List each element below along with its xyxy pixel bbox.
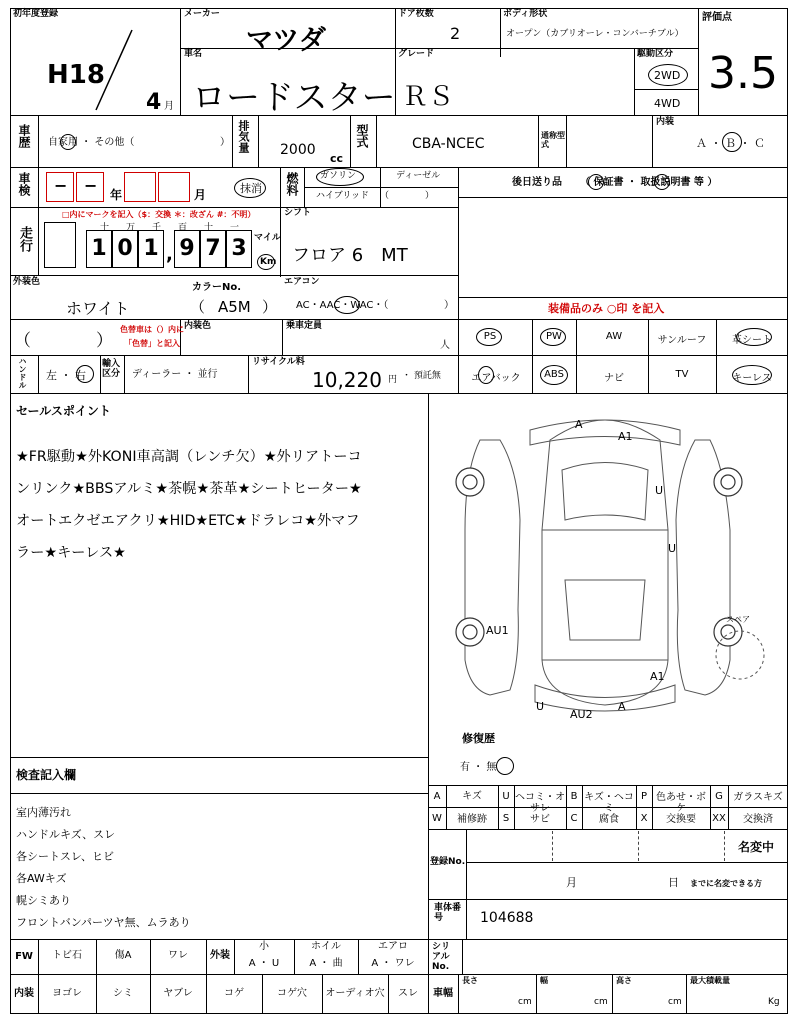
height-label: 高さ [616,976,632,985]
mileage-label: 走行 [17,226,32,252]
legend-code-w: W [432,813,442,824]
legend-code-c: C [570,813,578,824]
mileage-header-3: 千 [152,223,162,233]
exterior-label: 外装 [210,950,230,961]
sales-points-line-1: ★FR駆動★外KONI車高調（レンチ欠）★外リアトーコ [16,449,362,465]
color-change-note-1: 色替車は（）内に [120,325,184,334]
fw-item-3: ワレ [168,950,188,961]
inspection-box-3 [124,172,156,202]
car-name-label: 車名 [184,49,203,59]
car-name-value: ロードスター [192,78,396,118]
equip-airbag-circle [478,366,494,384]
displacement-unit: cc [330,152,344,165]
common-model-label: 通称型式 [541,131,565,149]
score-value: 3.5 [708,48,778,99]
legend-desc-c: 腐食 [599,814,619,825]
first-reg-month-unit: 月 [164,101,174,112]
equipment-header: 装備品のみ ○印 を記入 [548,302,665,315]
wheel-opts: A ・ 曲 [309,958,343,969]
color-no-label: カラーNo. [192,282,242,293]
handle-label: ハンドル [18,357,27,389]
repair-value: 有 ・ 無 [460,762,497,773]
damage-mark-right-front: U [655,484,664,497]
shift-label: シフト [284,208,312,218]
ac-circle [334,296,360,314]
first-reg-era: H18 [47,60,105,90]
inspection-dash-1: − [54,176,68,195]
equip-ps: PS [483,331,497,342]
mileage-header-1: 十 [100,223,110,233]
length-label: 長さ [462,976,478,985]
mileage-digit-2: 0 [112,230,138,268]
legend-code-u: U [502,791,510,802]
equip-pw: PW [546,331,562,342]
interior-grade: Ａ ・ Ｂ ・ Ｃ [696,137,765,150]
usage-circle [60,134,76,150]
repair-label: 修復歴 [462,732,495,745]
mileage-digit-4: 9 [174,230,200,268]
fw-item-2: 傷A [114,950,132,961]
recycle-unit: 円 [388,375,398,385]
equip-sunroof: サンルーフ [657,335,707,346]
interior-label: 内装 [656,117,675,127]
displacement-value: 2000 [280,142,316,158]
fuel-gasoline: ガソリン [320,171,357,181]
displacement-label: 排気量 [237,120,250,153]
check-note-4: 各AWキズ [16,872,67,885]
spare-label: スペア [726,615,750,624]
fw-label: FW [15,951,33,962]
equip-navi: ナビ [604,373,624,384]
handle-value: 左 ・ 右 [46,369,86,382]
expired-circle [234,178,266,198]
check-note-1: 室内薄汚れ [16,806,71,819]
interior-item-7: スレ [398,988,418,999]
equip-airbag: エアバック [471,373,521,384]
damage-mark-front-right: A1 [618,430,633,443]
fw-item-1: トビ石 [52,950,82,961]
interior-item-2: シミ [113,988,133,999]
legend-code-g: G [715,791,723,802]
import-label: 輸入区分 [102,359,121,379]
docs-circle-2 [654,174,670,190]
equip-keyless: キーレス [732,373,772,384]
interior-item-3: ヤブレ [163,988,193,999]
legend-desc-u: ヘコミ・オサレ [515,792,565,814]
equip-aw: AW [605,331,623,342]
length-unit: cm [518,997,532,1007]
damage-mark-front: A [575,418,583,431]
body-label: ボディ形状 [503,9,548,19]
legend-desc-b: キズ・ヘコミ [584,792,634,814]
interior-item-6: オーディオ穴 [325,988,385,999]
width-label: 幅 [540,976,548,985]
history-label: 車歴 [17,124,31,148]
recycle-label: リサイクル料 [252,357,305,367]
max-load-unit: Kg [768,997,780,1007]
gasoline-circle [316,168,364,186]
name-change: 名変中 [738,840,775,854]
km-circle [257,254,275,270]
car-diagram [440,410,780,730]
inspection-year-unit: 年 [110,188,123,202]
interior-color-label: 内装色 [184,321,212,331]
sales-points-line-3: オートエクゼエアクリ★HID★ETC★ドラレコ★外マフ [16,513,360,529]
damage-mark-rear: AU2 [570,708,593,721]
diagonal-slash [90,28,140,113]
damage-mark-right-rear: A1 [650,670,665,683]
equip-leather-circle [736,328,772,346]
inspection-expired: 抹消 [240,182,262,195]
drive-2wd-circle [648,64,688,86]
inspection-label: 車検 [17,172,31,196]
color-paren-close: ） [262,298,278,316]
maker-label: メーカー [184,9,220,19]
mileage-header-4: 百 [178,223,188,233]
equip-ps-circle [476,328,502,346]
ac-options: AC・AAC・WAC・（ [296,300,389,311]
mileage-header-5: 十 [204,223,214,233]
mileage-header-6: 一 [230,223,240,233]
color-paren-open: （ [190,298,206,316]
interior-item-5: コゲ穴 [277,988,307,999]
shift-value: フロア 6 MT [292,245,408,266]
capacity-unit: 人 [440,340,450,351]
drive-4wd: 4WD [654,97,681,110]
mileage-digit-1: 1 [86,230,112,268]
color-change-note-2: 「色替」と記入 [124,339,180,348]
docs-label: 後日送り品 [512,177,562,188]
grade-label: グレード [398,49,435,59]
handle-circle [76,365,94,383]
interior-item-4: コゲ [224,988,244,999]
exterior-small-opts: A ・ U [248,958,280,969]
inspection-month-unit: 月 [194,188,207,202]
interior-color-paren-close: ） [96,331,113,351]
mileage-digit-6: 3 [226,230,252,268]
drive-2wd: 2WD [654,69,681,82]
equip-abs: ABS [544,369,564,380]
interior-color-paren-open: （ [14,331,31,351]
model-label: 型式 [355,124,369,148]
grade-value: ＲＳ [402,82,455,112]
damage-mark-rear-left: U [536,700,545,713]
recycle-amount: 10,220 [312,368,382,392]
doors-value: 2 [450,24,461,43]
fuel-hybrid-paren: （ ） [380,191,435,201]
chassis-label: 車体番号 [434,903,462,923]
legend-code-p: P [640,791,648,802]
fuel-hybrid: ハイブリッド [316,191,370,201]
score-label: 評価点 [702,12,732,23]
damage-mark-right-door: U [668,542,677,555]
fuel-diesel: ディーゼル [396,171,441,181]
interior-row-label: 内装 [14,988,34,999]
check-note-2: ハンドルキズ、スレ [16,828,116,841]
mileage-header-2: 万 [126,223,136,233]
legend-desc-g: ガラスキズ [733,792,783,803]
legend-code-b: B [570,791,578,802]
reg-deadline: までに名変できる方 [690,879,762,888]
color-value: ホワイト [66,299,130,318]
maker-value: マツダ [246,25,326,56]
size-label: 車幅 [433,988,453,999]
first-reg-month: 4 [146,90,162,115]
mileage-note: □内にマークを記入（$：交換 ＊：改ざん #：不明） [62,210,256,219]
reg-month: 月 [566,876,577,889]
fuel-label: 燃料 [285,172,299,196]
docs-value: （ 保証書 ・ 取扱説明書 等 ） [580,177,718,188]
legend-desc-x: 交換要 [666,814,696,825]
legend-desc-a: キズ [462,791,482,802]
legend-desc-s: サビ [530,814,550,825]
history-usage-close: ） [220,137,230,148]
mileage-digit-5: 7 [200,230,226,268]
ac-label: エアコン [284,277,320,287]
history-usage: 自家用 ・ その他（ [48,137,135,148]
equip-pw-circle [540,328,566,346]
color-no-value: A5M [218,298,251,316]
aero-opts: A ・ ワレ [371,958,415,969]
damage-mark-rear-right: A [618,700,626,713]
serial-label: シリアルNo. [432,942,451,972]
inspection-box-4 [158,172,190,202]
legend-code-a: A [433,791,441,802]
mileage-digit-3: 1 [138,230,164,268]
reg-no-label: 登録No. [430,857,466,867]
check-note-5: 幌シミあり [16,894,71,907]
sales-points-label: セールスポイント [16,404,111,418]
check-note-3: 各シートスレ、ヒビ [16,850,115,863]
mileage-lead-box [44,222,76,268]
equip-tv: TV [675,369,689,380]
reg-day: 日 [668,876,679,889]
equip-leather: 革シート [732,335,772,346]
chassis-value: 104688 [480,910,534,926]
ac-close: ） [444,300,454,311]
import-value: ディーラー ・ 並行 [132,369,218,380]
mile-label: マイル [254,233,281,243]
wheel-label: ホイル [311,941,341,952]
color-label: 外装色 [13,277,41,287]
inspection-dash-2: − [84,176,98,195]
docs-circle-1 [588,174,604,190]
legend-code-xx: XX [712,813,726,824]
capacity-label: 乗車定員 [286,321,323,331]
equip-keyless-circle [732,365,772,385]
exterior-small-label: 小 [259,941,269,952]
damage-mark-left-rear: AU1 [486,624,509,637]
first-reg-label: 初年度登録 [13,9,59,19]
legend-desc-w: 補修跡 [457,814,487,825]
height-unit: cm [668,997,682,1007]
interior-grade-circle [722,132,742,152]
equip-abs-circle [540,365,568,385]
width-unit: cm [594,997,608,1007]
legend-desc-xx: 交換済 [743,814,773,825]
legend-code-x: X [640,813,648,824]
check-notes-label: 検査記入欄 [16,768,77,782]
model-value: CBA-NCEC [412,136,485,152]
sales-points-line-2: ンリンク★BBSアルミ★茶幌★茶革★シートヒーター★ [16,481,362,497]
recycle-status: ・ 預託無 [402,371,441,381]
doors-label: ドア枚数 [398,9,434,19]
interior-item-1: ヨゴレ [52,988,82,999]
body-value: オープン（カブリオーレ・コンバーチブル） [506,29,684,39]
max-load-label: 最大積載量 [690,976,730,985]
sales-points-line-4: ラー★キーレス★ [16,545,126,561]
legend-desc-p: 色あせ・ボケ [656,792,706,814]
drive-label: 駆動区分 [637,49,674,59]
aero-label: エアロ [378,941,408,952]
mileage-comma: , [166,244,173,265]
legend-code-s: S [502,813,510,824]
check-note-6: フロントバンパーツヤ無、ムラあり [16,916,191,929]
km-label: Km [260,257,277,267]
repair-circle [496,757,514,775]
